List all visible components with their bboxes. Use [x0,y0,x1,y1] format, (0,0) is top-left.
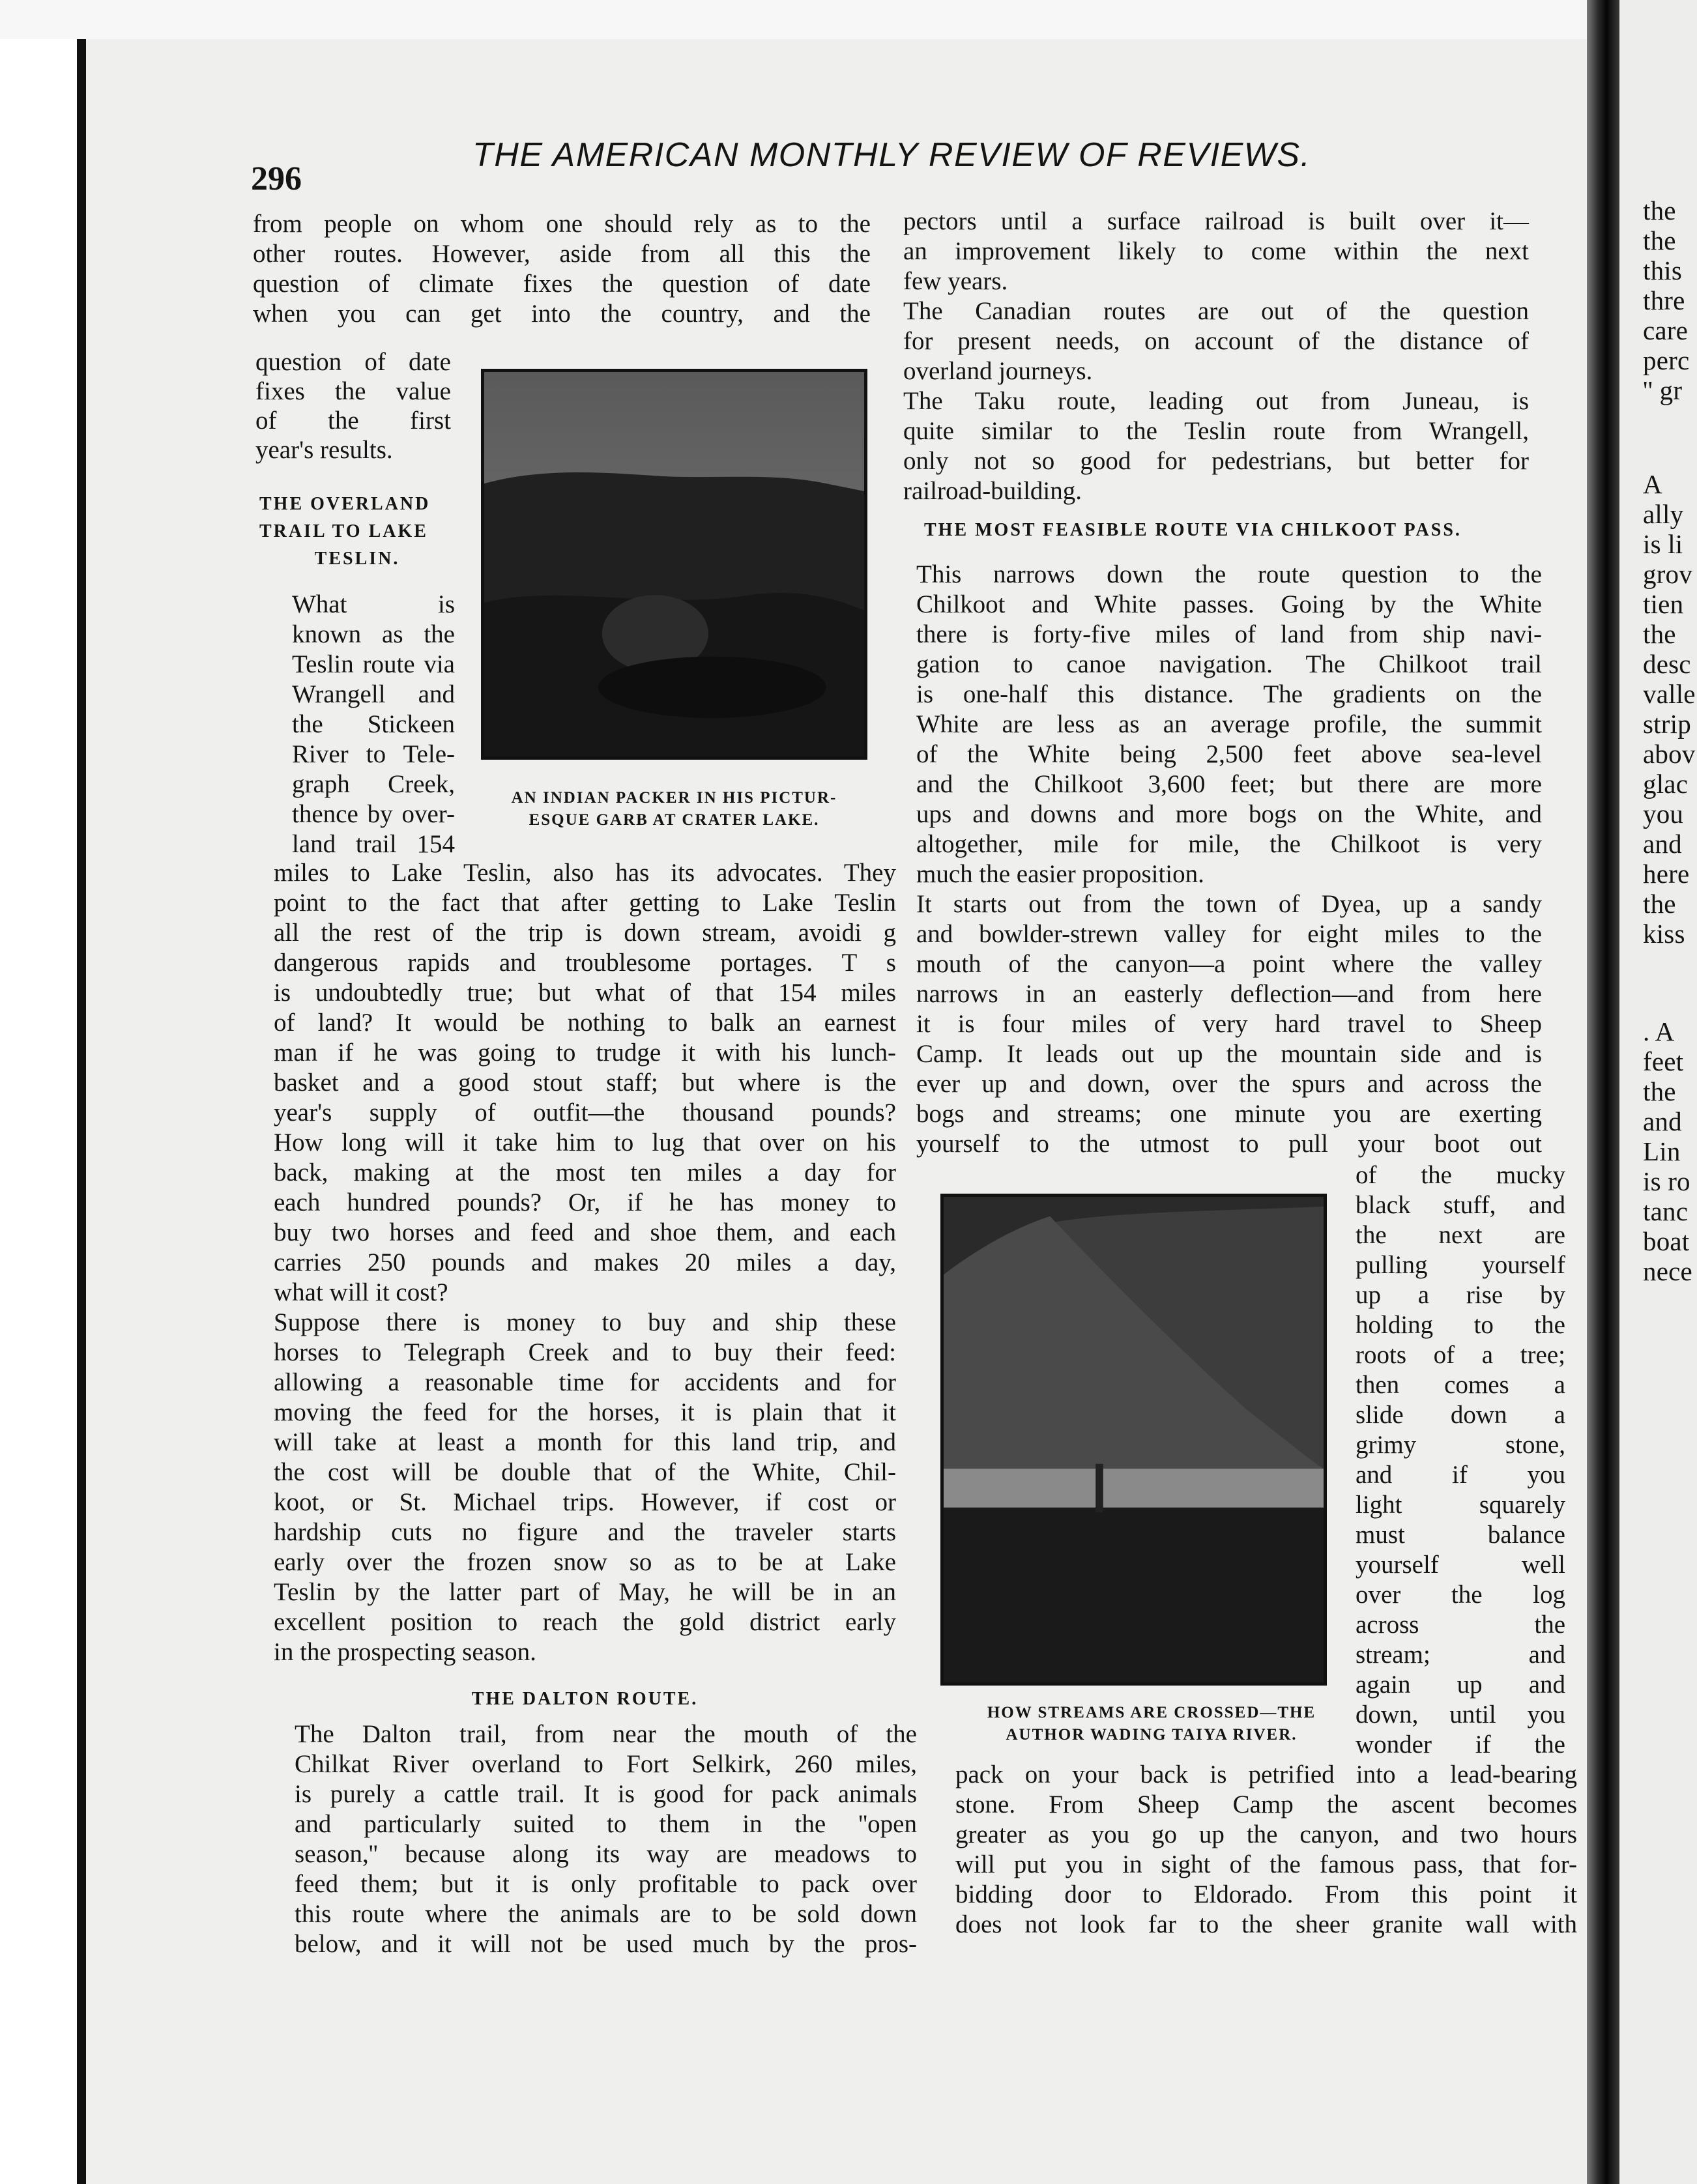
text-line: over the log [1356,1581,1565,1609]
facing-page-text: the [1643,889,1676,919]
text-line: black stuff, and [1356,1191,1565,1219]
text-line: below, and it will not be used much by the pros- [295,1930,917,1958]
text-line: year's supply of outfit—the thousand pounds? [274,1099,896,1127]
text-line: pulling yourself [1356,1251,1565,1279]
text-line: The Taku route, leading out from Juneau, is [903,387,1529,415]
facing-page-text: boat [1643,1226,1690,1256]
text-line: man if he was going to trudge it with his lunch- [274,1039,896,1067]
text-line: and the Chilkoot 3,600 feet; but there are more [916,770,1542,798]
text-line: other routes. However, aside from all this the [253,240,871,268]
facing-page-text: kiss [1643,919,1685,949]
facing-page-fragment [1619,0,1697,2184]
text-line: will take at least a month for this land trip, and [274,1428,896,1456]
text-line: carries 250 pounds and makes 20 miles a day, [274,1248,896,1276]
text-line: pack on your back is petrified into a lead-bearing [955,1760,1577,1789]
facing-page-text: perc [1643,345,1690,375]
text-line: fixes the value [255,377,451,405]
text-line: koot, or St. Michael trips. However, if cost or [274,1488,896,1516]
facing-page-text: and [1643,829,1682,859]
text-line: the cost will be double that of the White, Chil- [274,1458,896,1486]
text-line: thence by over- [292,800,455,828]
text-line: ever up and down, over the spurs and across the [916,1070,1542,1098]
text-line: year's results. [255,436,393,464]
text-line: of the mucky [1356,1161,1565,1189]
facing-page-text: and [1643,1106,1682,1136]
text-line: altogether, mile for mile, the Chilkoot is very [916,830,1542,858]
facing-page-text: . A [1643,1016,1675,1046]
text-line: bidding door to Eldorado. From this point it [955,1880,1577,1908]
text-line: allowing a reasonable time for accidents and for [274,1368,896,1396]
text-line: basket and a good stout staff; but where is the [274,1069,896,1097]
facing-page-text: Lin [1643,1136,1681,1166]
text-line: wonder if the [1356,1731,1565,1759]
text-line: greater as you go up the canyon, and two hours [955,1820,1577,1848]
text-line: Teslin by the latter part of May, he will be in an [274,1578,896,1606]
text-line: yourself to the utmost to pull your boot out [916,1130,1542,1158]
text-line: known as the [292,620,455,648]
facing-page-text: ally [1643,499,1684,529]
text-line: land trail 154 [292,830,455,858]
text-line: few years. [903,267,1008,295]
facing-page-text: is li [1643,529,1683,559]
text-line: each hundred pounds? Or, if he has money to [274,1188,896,1216]
photo-taiya-river-caption: HOW STREAMS ARE CROSSED—THE AUTHOR WADING TAIYA RIVER. [987,1704,1316,1744]
text-line: graph Creek, [292,770,455,798]
text-line: mouth of the canyon—a point where the valley [916,950,1542,978]
text-line: back, making at the most ten miles a day for [274,1158,896,1186]
text-line: River to Tele- [292,740,455,768]
photo-indian-packer [481,369,867,760]
facing-page-text: grov [1643,559,1692,589]
text-line: Teslin route via [292,650,455,678]
text-line: grimy stone, [1356,1431,1565,1459]
text-line: across the [1356,1611,1565,1639]
text-line: stream; and [1356,1641,1565,1669]
text-line: railroad-building. [903,477,1082,505]
text-line: there is forty-five miles of land from ship navi- [916,620,1542,648]
text-line: This narrows down the route question to the [916,560,1542,588]
facing-page-text: tien [1643,589,1684,619]
text-line: will put you in sight of the famous pass, that for- [955,1850,1577,1878]
facing-page-text: the [1643,225,1676,255]
text-line: an improvement likely to come within the next [903,237,1529,265]
facing-page-text: desc [1643,649,1691,679]
text-line: is one-half this distance. The gradients on the [916,680,1542,708]
text-line: of land? It would be nothing to balk an earnest [274,1009,896,1037]
section-heading: TRAIL TO LAKE [259,521,428,541]
facing-page-text: valle [1643,679,1696,709]
text-line: much the easier proposition. [916,860,1204,888]
text-line: does not look far to the sheer granite wall with [955,1910,1577,1938]
photo-indian-packer-caption: AN INDIAN PACKER IN HIS PICTUR- ESQUE GARB AT CRATER LAKE. [511,789,837,829]
facing-page-text: nece [1643,1256,1692,1286]
text-line: point to the fact that after getting to Lake Teslin [274,889,896,917]
text-line: the Stickeen [292,710,455,738]
book-gutter [1587,0,1619,2184]
text-line: season,'' because along its way are meadows to [295,1840,917,1868]
text-line: gation to canoe navigation. The Chilkoot trail [916,650,1542,678]
facing-page-text: the [1643,619,1676,649]
section-heading: TESLIN. [314,549,400,569]
text-line: stone. From Sheep Camp the ascent becomes [955,1790,1577,1818]
text-line: is undoubtedly true; but what of that 154 miles [274,979,896,1007]
photo-indian-packer-image [484,372,864,756]
facing-page-text: glac [1643,769,1689,799]
text-line: Suppose there is money to buy and ship these [274,1308,896,1336]
text-line: when you can get into the country, and the [253,300,871,328]
text-line: excellent position to reach the gold district early [274,1608,896,1636]
text-line: yourself well [1356,1551,1565,1579]
text-line: from people on whom one should rely as to the [253,210,871,238]
text-line: and bowlder-strewn valley for eight miles to the [916,920,1542,948]
text-line: early over the frozen snow so as to be at Lake [274,1548,896,1576]
text-line: question of date [255,348,451,376]
text-line: Chilkoot and White passes. Going by the White [916,590,1542,618]
text-line: only not so good for pedestrians, but better for [903,447,1529,475]
text-line: narrows in an easterly deflection—and from here [916,980,1542,1008]
text-line: quite similar to the Teslin route from Wrangell, [903,417,1529,445]
text-line: and if you [1356,1461,1565,1489]
text-line: this route where the animals are to be sold down [295,1900,917,1928]
text-line: ups and downs and more bogs on the White, and [916,800,1542,828]
text-line: of the first [255,407,451,435]
page-number: 296 [251,160,302,197]
text-line: pectors until a surface railroad is built over it— [903,207,1529,235]
text-line: miles to Lake Teslin, also has its advocates. They [274,859,896,887]
facing-page-text: A [1643,469,1662,499]
text-line: hardship cuts no figure and the traveler starts [274,1518,896,1546]
text-line: in the prospecting season. [274,1638,536,1666]
facing-page-text: '' gr [1643,375,1683,405]
facing-page-text: this [1643,255,1683,285]
text-line: the next are [1356,1221,1565,1249]
text-line: Chilkat River overland to Fort Selkirk, 260 miles, [295,1750,917,1778]
text-line: feed them; but it is only profitable to pack over [295,1870,917,1898]
text-line: and particularly suited to them in the ''open [295,1810,917,1838]
facing-page-text: abov [1643,739,1696,769]
section-heading: THE MOST FEASIBLE ROUTE VIA CHILKOOT PASS. [924,520,1462,540]
text-line: question of climate fixes the question of date [253,270,871,298]
text-line: overland journeys. [903,357,1093,385]
text-line: Camp. It leads out up the mountain side and is [916,1040,1542,1068]
text-line: moving the feed for the horses, it is plain that it [274,1398,896,1426]
text-line: White are less as an average profile, the summit [916,710,1542,738]
text-line: The Canadian routes are out of the question [903,297,1529,325]
scan-margin [0,0,1697,39]
photo-taiya-river-image [944,1197,1324,1682]
text-line: up a rise by [1356,1281,1565,1309]
text-line: again up and [1356,1671,1565,1699]
text-line: then comes a [1356,1371,1565,1399]
running-head: THE AMERICAN MONTHLY REVIEW OF REVIEWS. [472,136,1311,174]
facing-page-text: the [1643,1076,1676,1106]
facing-page-text: is ro [1643,1166,1690,1196]
facing-page-text: the [1643,195,1676,225]
text-line: It starts out from the town of Dyea, up a sandy [916,890,1542,918]
facing-page-text: here [1643,859,1690,889]
text-line: down, until you [1356,1701,1565,1729]
text-line: The Dalton trail, from near the mouth of the [295,1720,917,1748]
text-line: How long will it take him to lug that over on his [274,1128,896,1157]
text-line: dangerous rapids and troublesome portages. T s [274,949,896,977]
text-line: buy two horses and feed and shoe them, and each [274,1218,896,1246]
text-line: Wrangell and [292,680,455,708]
text-line: holding to the [1356,1311,1565,1339]
text-line: is purely a cattle trail. It is good for pack animals [295,1780,917,1808]
facing-page-text: you [1643,799,1684,829]
text-line: bogs and streams; one minute you are exerting [916,1100,1542,1128]
text-line: of the White being 2,500 feet above sea-level [916,740,1542,768]
section-heading: THE OVERLAND [259,494,431,514]
text-line: must balance [1356,1521,1565,1549]
page-edge [77,39,86,2184]
facing-page-text: strip [1643,709,1691,739]
section-heading: THE DALTON ROUTE. [471,1689,699,1709]
text-line: horses to Telegraph Creek and to buy their feed: [274,1338,896,1366]
facing-page-text: feet [1643,1046,1684,1076]
text-line: slide down a [1356,1401,1565,1429]
text-line: it is four miles of very hard travel to Sheep [916,1010,1542,1038]
text-line: for present needs, on account of the distance of [903,327,1529,355]
text-line: What is [292,590,455,618]
text-line: all the rest of the trip is down stream, avoidi g [274,919,896,947]
facing-page-text: tanc [1643,1196,1689,1226]
facing-page-text: thre [1643,285,1685,315]
photo-taiya-river [940,1194,1327,1686]
facing-page-text: care [1643,315,1689,345]
text-line: roots of a tree; [1356,1341,1565,1369]
text-line: light squarely [1356,1491,1565,1519]
text-line: what will it cost? [274,1278,448,1306]
